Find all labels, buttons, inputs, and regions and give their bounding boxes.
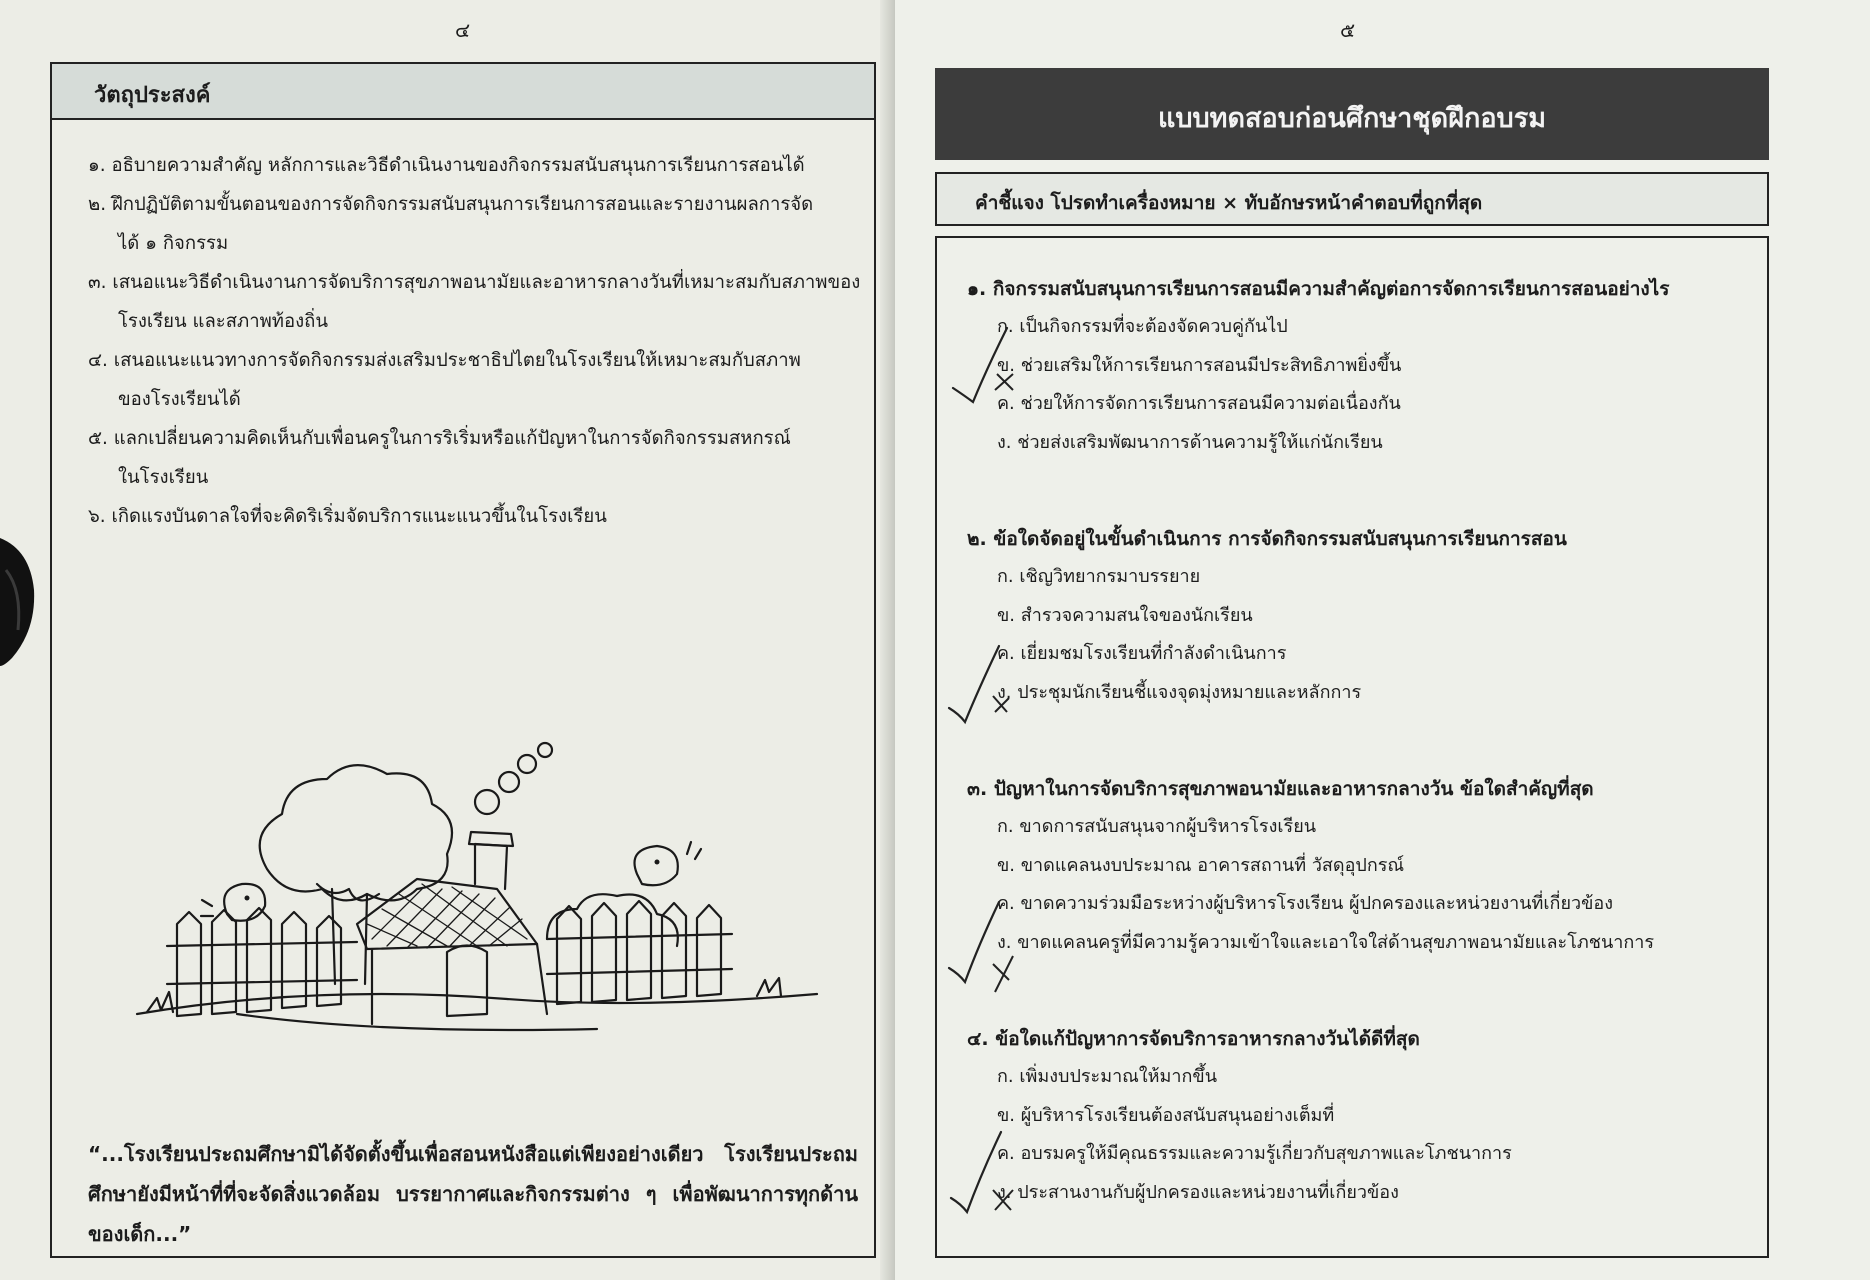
instructions-box [935,172,1769,226]
objective-line: ๒. ฝึกปฏิบัติตามขั้นตอนของการจัดกิจกรรมสนับสนุนการเรียนการสอนและรายงานผลการจัด [88,194,814,215]
objective-line: โรงเรียน และสภาพท้องถิ่น [118,311,328,332]
options-list [967,308,1757,462]
test-title-bar [935,68,1769,160]
question-text: ๒. ข้อใดจัดอยู่ในขั้นดำเนินการ การจัดกิจกรรมสนับสนุนการเรียนการสอน [967,528,1567,550]
handwritten-check-icon [947,318,1027,408]
question-3 [967,770,1757,962]
school-illustration [117,684,837,1104]
options-list [967,1058,1757,1212]
question-text: ๑. กิจกรรมสนับสนุนการเรียนการสอนมีความสำคัญต่อการจัดการเรียนการสอนอย่างไร [967,278,1670,300]
option: ข. สำรวจความสนใจของนักเรียน [997,604,1253,626]
objective-item [88,263,868,341]
options-list [967,808,1757,962]
page-number-right: ๕ [1340,18,1356,42]
option: ง. ประสานงานกับผู้ปกครองและหน่วยงานที่เกี่ยวข้อง [997,1181,1399,1203]
objectives-frame [50,62,876,1258]
question-4 [967,1020,1757,1212]
objectives-title: วัตถุประสงค์ [94,83,211,108]
objective-line: ๖. เกิดแรงบันดาลใจที่จะคิดริเริ่มจัดบริการแนะแนวขึ้นในโรงเรียน [88,506,607,527]
option: ค. ช่วยให้การจัดการเรียนการสอนมีความต่อเนื่องกัน [997,393,1401,414]
objective-item [88,419,868,497]
objective-line: ๑. อธิบายความสำคัญ หลักการและวิธีดำเนินงานของกิจกรรมสนับสนุนการเรียนการสอนได้ [88,155,805,176]
quote-text: “...โรงเรียนประถมศึกษามิได้จัดตั้งขึ้นเพื่อสอนหนังสือแต่เพียงอย่างเดียว โรงเรียนประถมศึกษายังมีหน้าที่ที่จะจัดสิ่งแวดล้อม บรรยากาศและกิจกรรมต่าง ๆ เพื่อพัฒนาการทุกด้านของเด็ก...” [88,1142,858,1246]
option: ก. ขาดการสนับสนุนจากผู้บริหารโรงเรียน [997,816,1317,837]
option: ง. ช่วยส่งเสริมพัฒนาการด้านความรู้ให้แก่นักเรียน [997,431,1383,453]
right-page [895,0,1870,1280]
objective-item [88,146,868,185]
objective-line: ๔. เสนอแนะแนวทางการจัดกิจกรรมส่งเสริมประชาธิปไตยในโรงเรียนให้เหมาะสมกับสภาพ [88,350,801,371]
option: ง. ขาดแคลนครูที่มีความรู้ความเข้าใจและเอาใจใส่ด้านสุขภาพอนามัยและโภชนาการ [997,931,1655,953]
question-1 [967,270,1757,462]
question-text: ๔. ข้อใดแก้ปัญหาการจัดบริการอาหารกลางวันได้ดีที่สุด [967,1028,1420,1050]
objective-line: ได้ ๑ กิจกรรม [118,233,229,254]
objective-item [88,497,868,536]
option: ก. เพิ่มงบประมาณให้มากขึ้น [997,1066,1218,1087]
binder-clip [0,530,42,670]
handwritten-check-icon [943,888,1023,998]
instructions-text: คำชี้แจง โปรดทำเครื่องหมาย × ทับอักษรหน้าคำตอบที่ถูกที่สุด [975,192,1483,214]
objective-item [88,341,868,419]
objective-line: ๕. แลกเปลี่ยนความคิดเห็นกับเพื่อนครูในการริเริ่มหรือแก้ปัญหาในการจัดกิจกรรมสหกรณ์ [88,428,791,449]
question-2 [967,520,1757,712]
question-text: ๓. ปัญหาในการจัดบริการสุขภาพอนามัยและอาหารกลางวัน ข้อใดสำคัญที่สุด [967,778,1594,800]
option: ก. เชิญวิทยากรมาบรรยาย [997,566,1201,587]
objectives-list [88,146,868,536]
options-list [967,558,1757,712]
option: ค. ขาดความร่วมมือระหว่างผู้บริหารโรงเรียน ผู้ปกครองและหน่วยงานที่เกี่ยวข้อง [997,893,1614,914]
objectives-header [52,64,874,120]
objective-line: ๓. เสนอแนะวิธีดำเนินงานการจัดบริการสุขภาพอนามัยและอาหารกลางวันที่เหมาะสมกับสภาพของ [88,272,861,293]
option: ข. ผู้บริหารโรงเรียนต้องสนับสนุนอย่างเต็มที่ [997,1104,1335,1126]
objective-line: ของโรงเรียนได้ [118,389,241,410]
option: ข. ขาดแคลนงบประมาณ อาคารสถานที่ วัสดุอุปกรณ์ [997,854,1405,876]
left-page [0,0,895,1280]
handwritten-check-icon [945,1118,1025,1228]
test-title: แบบทดสอบก่อนศึกษาชุดฝึกอบรม [1158,103,1546,134]
option: ก. เป็นกิจกรรมที่จะต้องจัดควบคู่กันไป [997,316,1288,337]
option: ค. เยี่ยมชมโรงเรียนที่กำลังดำเนินการ [997,643,1287,664]
objective-line: ในโรงเรียน [118,467,209,488]
option: ข. ช่วยเสริมให้การเรียนการสอนมีประสิทธิภาพยิ่งขึ้น [997,354,1402,376]
handwritten-check-icon [943,638,1023,728]
objective-item [88,185,868,263]
option: ง. ประชุมนักเรียนชี้แจงจุดมุ่งหมายและหลักการ [997,681,1362,703]
questions-frame [935,236,1769,1258]
option: ค. อบรมครูให้มีคุณธรรมและความรู้เกี่ยวกับสุขภาพและโภชนาการ [997,1143,1512,1164]
page-number-left: ๔ [455,18,471,42]
